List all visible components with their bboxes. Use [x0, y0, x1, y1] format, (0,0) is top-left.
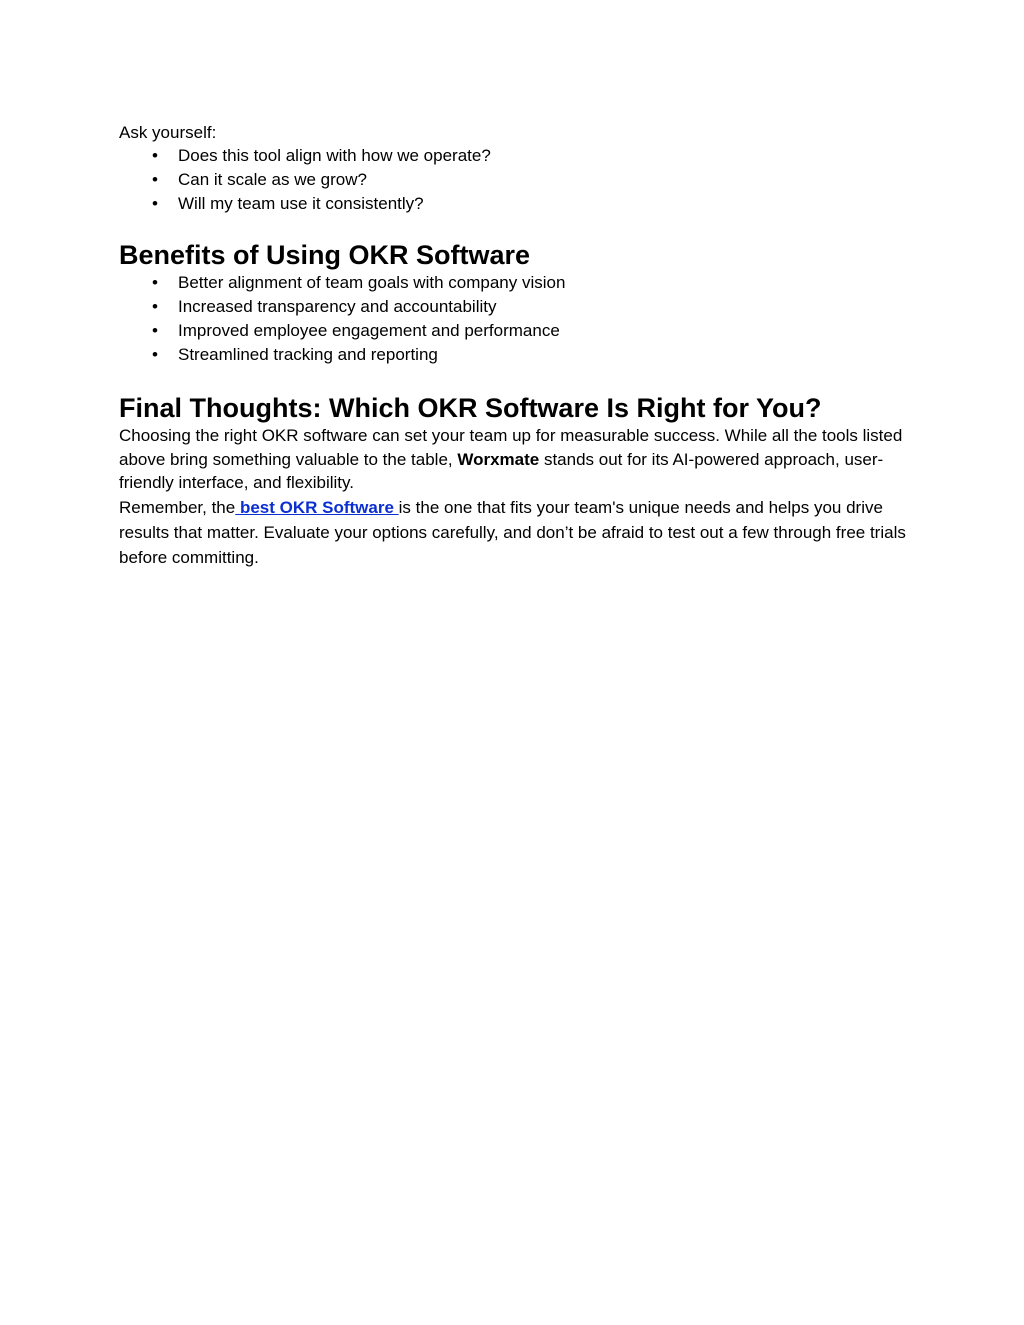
ask-yourself-list — [119, 144, 919, 216]
bullet-icon: • — [152, 170, 158, 189]
list-item: • Will my team use it consistently? — [152, 192, 919, 216]
bullet-icon: • — [152, 194, 158, 213]
list-item: • Streamlined tracking and reporting — [152, 343, 919, 367]
final-paragraph-2: Remember, the best OKR Software is the one that fits your team's unique needs and helps you drive results that matter. Evaluate your options carefully, and don’t be afraid to test out a few through free trials before committing. — [119, 497, 906, 567]
bullet-icon: • — [152, 321, 158, 340]
final-paragraph-1: Choosing the right OKR software can set your team up for measurable success. While all the tools listed above bring something valuable to the table, Worxmate stands out for its AI-powered approach, user-friendly interface, and flexibility. — [119, 426, 903, 492]
list-item: • Does this tool align with how we operate? — [152, 144, 919, 168]
list-item: • Better alignment of team goals with company vision — [152, 271, 919, 295]
bullet-icon: • — [152, 345, 158, 364]
benefits-list — [119, 271, 919, 367]
list-item: • Can it scale as we grow? — [152, 168, 919, 192]
intro-text: Ask yourself: — [119, 123, 217, 142]
document-content — [119, 122, 919, 570]
benefits-heading: Benefits of Using OKR Software — [119, 240, 531, 270]
bullet-icon: • — [152, 297, 158, 316]
list-item: • Improved employee engagement and performance — [152, 319, 919, 343]
list-item: • Increased transparency and accountability — [152, 295, 919, 319]
worxmate-bold: Worxmate — [457, 449, 540, 469]
bullet-icon: • — [152, 146, 158, 165]
bullet-icon: • — [152, 273, 158, 292]
final-thoughts-heading: Final Thoughts: Which OKR Software Is Right for You? — [119, 393, 822, 423]
best-okr-software-link[interactable]: best OKR Software — [235, 497, 399, 517]
